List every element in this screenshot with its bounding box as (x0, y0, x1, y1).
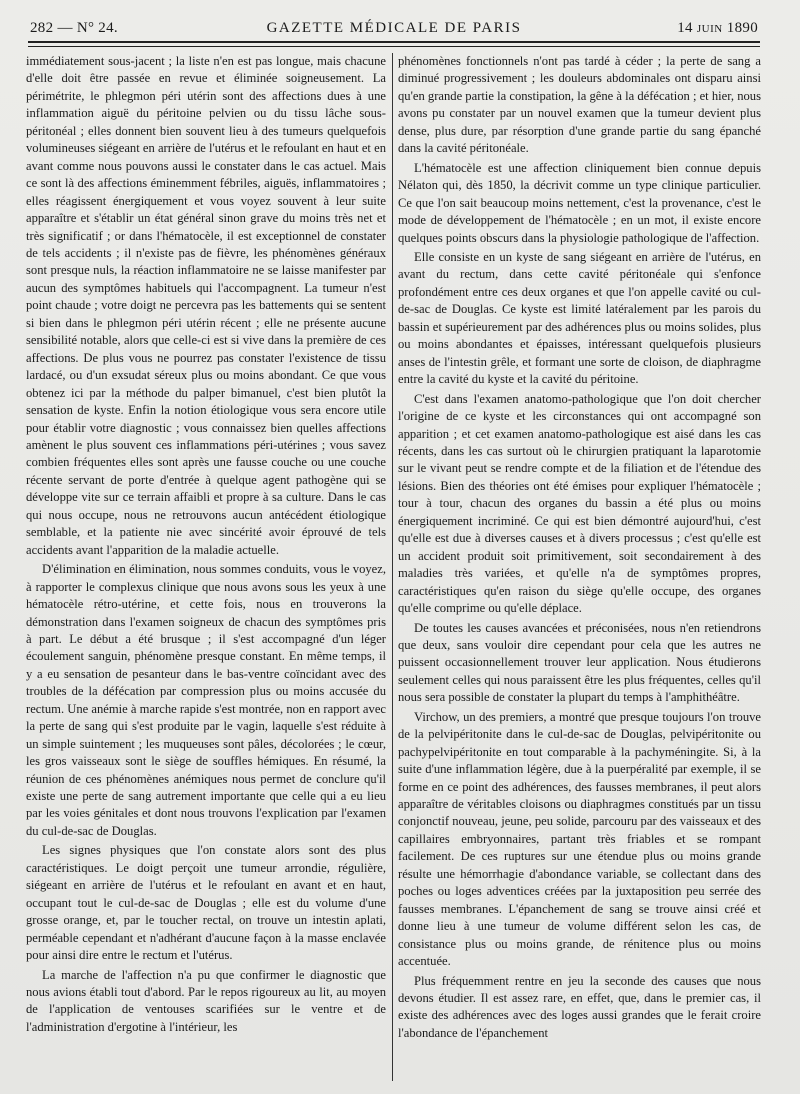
issue-number: — N° 24. (57, 20, 118, 36)
paragraph: D'élimination en élimination, nous sommes conduits, vous le voyez, à rapporter le complexus clinique que nous avons sous les yeux à une hématocèle rétro-utérine, et cette fois, nous en trouverons la démonstration dans l'examen soigneux de chacun des symptômes pris à part. Le début a été brusque ; il s'est accompagné d'un léger écoulement sanguin, phénomène presque constant. En même temps, il y a eu sensation de pesanteur dans le bas-ventre coïncidant avec des troubles de la défécation par compression plus ou moins accusée du rectum. Une anémie à marche rapide s'est montrée, non en rapport avec la perte de sang qui s'est produite par le vagin, laquelle s'est réduite à un simple suintement ; les muqueuses sont pâles, décolorées ; le cœur, les gros vaisseaux sont le siège de souffles hémiques. En résumé, la réunion de ces phénomènes anémiques nous permet de conclure qu'il existe une perte de sang autrement importante que celle qui a eu lieu par les voies génitales et dont nous trouvons l'explication par l'examen du cul-de-sac de Douglas. (26, 562, 386, 838)
date-day: 14 (677, 20, 693, 36)
left-column (26, 53, 386, 1083)
paragraph: immédiatement sous-jacent ; la liste n'en est pas longue, mais chacune d'elle doit être passée en revue et éliminée soigneusement. La périmétrite, le phlegmon péri utérin sont des affections dues à une inflammation aiguë du péritoine pelvien ou du tissu lâche sous-péritonéal ; elles donnent bien souvent lieu à des tumeurs quelquefois volumineuses siégeant en arrière de l'utérus et le refoulant en haut et en avant comme nous pouvons aussi le constater dans le cas actuel. Mais ce sont là des affections éminemment fébriles, aiguës, inflammatoires ; elles réagissent énergiquement et vous voyez souvent à leur suite apparaître et s'établir un état général sinon grave du moins très net et très significatif ; or dans l'hématocèle, il est exceptionnel de constater de tels accidents ; il n'existe pas de fièvre, les phénomènes généraux sont presque nuls, la réaction inflammatoire ne se laisse manifester par aucun des symptômes habituels qui l'accompagnent. La tumeur n'est point chaude ; votre doigt ne percevra pas les battements qui se sentent si bien dans le phlegmon péri utérin récent ; elle ne présente aucune sensibilité notable, alors que celle-ci est si vive dans la première de ces affections. De plus vous ne pourrez pas constater l'existence de tissu lardacé, ou d'un exsudat séreux plus ou moins abondant. Ce que vous obtenez ici par la méthode du palper bimanuel, c'est bien plutôt la sensation de kyste. Enfin la notion étiologique vous sera encore utile pour établir votre diagnostic ; vous connaissez bien quelles affections amènent le plus souvent ces inflammations péri-utérines ; vous savez combien fréquentes elles sont après une fausse couche ou une couche récente servant de porte d'entrée à quelque agent pathogène qui se développe vite sur ce terrain affaibli et propre à sa culture. Dans le cas qui nous occupe, nous ne retrouvons aucun antécédent étiologique semblable, et la patiente nie avec sincérité avoir éprouvé de tels accidents avant l'apparition de la maladie actuelle. (26, 54, 386, 557)
paragraph: Les signes physiques que l'on constate alors sont des plus caractéristiques. Le doigt perçoit une tumeur arrondie, régulière, siégeant en arrière de l'utérus et le refoulant en avant et en haut, occupant tout le cul-de-sac de Douglas ; elle est du volume d'une grosse orange, et, par le toucher rectal, on trouve un intestin aplati, perméable cependant et n'adhérant d'aucune façon à la masse enclavée pour ainsi dire entre le rectum et l'utérus. (26, 843, 386, 963)
right-column (398, 53, 761, 1083)
header-rule-thin (28, 46, 760, 47)
issue-date (677, 20, 758, 37)
page-number: 282 (30, 20, 54, 36)
paragraph: La marche de l'affection n'a pu que confirmer le diagnostic que nous avions établi tout d'abord. Par le repos rigoureux au lit, au moyen de l'application de ventouses scarifiées sur le ventre et de l'administration d'ergotine à l'intérieur, les (26, 967, 386, 1034)
paragraph: C'est dans l'examen anatomo-pathologique que l'on doit chercher l'origine de ce kyste et les circonstances qui ont accompagné son apparition ; et cet examen anatomo-pathologique est aisé dans les cas récents, dans les cas surtout où le chirurgien pratiquant la laparotomie sur le vivant peut se rendre compte et de la filiation et de l'étendue des lésions. Bien des théories ont été émises pour expliquer l'hématocèle ; tour à tour, chacun des organes du bassin a été plus ou moins énergiquement incriminé. Ce qui est bien démontré aujourd'hui, c'est qu'elle est due à diverses causes et à divers processus ; c'est qu'elle est un accident produit soit primitivement, soit secondairement à des maladies très variées, et qu'elle n'a de symptômes propres, caractéristiques qu'en raison du siège qu'elle occupe, des organes qu'elle comprime ou qu'elle déplace. (398, 391, 761, 616)
page-header (30, 16, 758, 40)
paragraph: L'hématocèle est une affection cliniquement bien connue depuis Nélaton qui, dès 1850, la décrivit comme un type clinique particulier. Ce que l'on sait beaucoup moins nettement, c'est la provenance, c'est le mode de développement de l'hématocèle ; en un mot, il existe encore quelques points obscurs dans la physiologie pathologique de l'affection. (398, 160, 761, 245)
paragraph: phénomènes fonctionnels n'ont pas tardé à céder ; la perte de sang a diminué progressivement ; les douleurs abdominales ont disparu ainsi qu'en grande partie la constipation, la gêne à la défécation ; et hier, nous avons pu constater par un nouvel examen que la tumeur devient plus dense, plus dure, par résorption d'une grande partie du sang épanché dans la cavité péritonéale. (398, 54, 761, 156)
journal-title: GAZETTE MÉDICALE DE PARIS (266, 20, 522, 36)
paragraph: Elle consiste en un kyste de sang siégeant en arrière de l'utérus, en avant du rectum, dans cette cavité péritonéale qui s'enfonce profondément entre ces deux organes et que l'on appelle cavité ou cul-de-sac de Douglas. Ce kyste est limité latéralement par les parois du bassin et supérieurement par des adhérences plus ou moins solides, plus ou moins abondantes et épaisses, intéressant quelquefois plusieurs anses de l'intestin grêle, et formant une sorte de cloison, de diaphragme entre la cavité du kyste et la cavité du péritoine. (398, 249, 761, 387)
paragraph: Plus fréquemment rentre en jeu la seconde des causes que nous devons étudier. Il est assez rare, en effet, que, dans le premier cas, il existe des adhérences avec des loges aussi grandes que le ferait croire l'abondance de l'épanchement (398, 973, 761, 1040)
column-divider (392, 53, 393, 1081)
header-rule-thick (28, 41, 760, 43)
date-month: JUIN (696, 23, 723, 35)
paragraph: De toutes les causes avancées et préconisées, nous n'en retiendrons que deux, sans vouloir dire cependant pour cela que les autres ne puissent occasionnellement trouver leur application. Nous étudierons seulement celles qui nous paraissent être les plus fréquentes, celles qu'il nous sera possible de constater la plupart du temps à l'amphithéâtre. (398, 620, 761, 705)
date-year: 1890 (726, 20, 758, 36)
paragraph: Virchow, un des premiers, a montré que presque toujours l'on trouve de la pelvipéritonite dans le cul-de-sac de Douglas, pelvipéritonite ou pachypelvipéritonite en tout comparable à la pachyméningite. Si, à la suite d'une inflammation légère, due à la puerpéralité par exemple, il se forme en ce point des adhérences, des fausses membranes, il peut alors apparaître de véritables cloisons ou diaphragmes constitués par un tissu conjonctif nouveau, jeune, peu solide, parcouru par des vaisseaux et des capillaires embryonnaires, partant très friables et se rompant facilement. De ces ruptures sur une étendue plus ou moins grande résulte une hémorrhagie d'abondance variable, se collectant dans des poches ou loges adventices créées par la juxtaposition peu serrée des fausses membranes. L'épanchement de sang se trouve ainsi créé et donne lieu à une tumeur de volume différent selon les cas, de consistance plus ou moins grande, de rénitence plus ou moins accentuée. (398, 709, 761, 969)
